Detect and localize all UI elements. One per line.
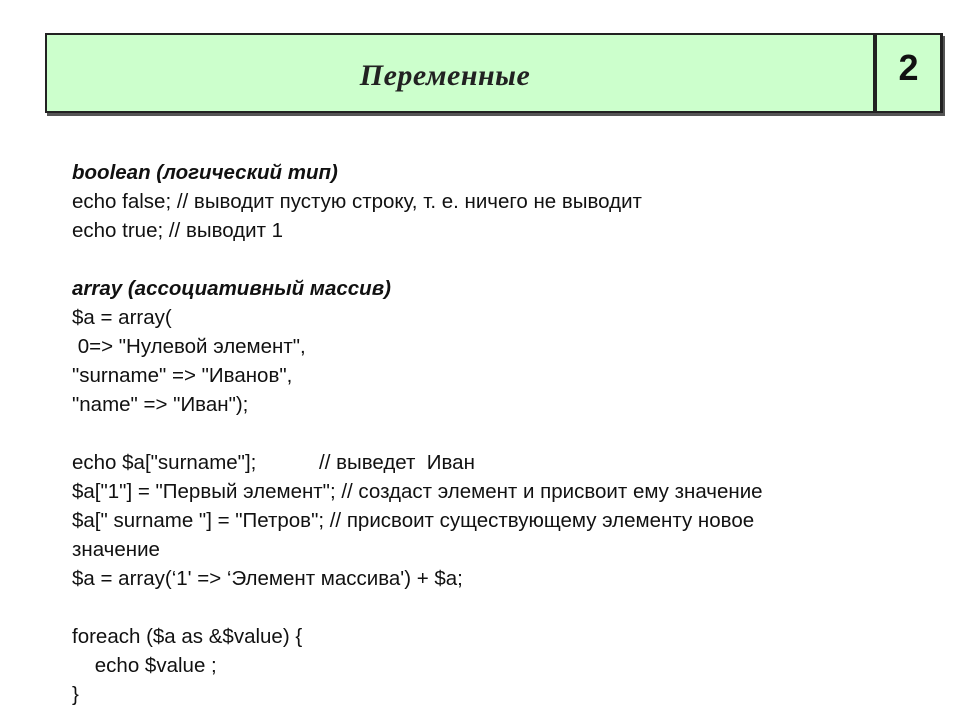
slide-content (72, 158, 932, 709)
content-line: echo $a["surname"]; // выведет Иван (72, 451, 475, 474)
content-line: $a[" surname "] = "Петров"; // присвоит существующему элементу новое (72, 509, 755, 532)
content-line: echo true; // выводит 1 (72, 219, 284, 242)
slide-number: 2 (898, 47, 919, 88)
slide-number-box (875, 33, 943, 113)
content-line: foreach ($a as &$value) { (72, 625, 303, 648)
content-line: echo $value ; (72, 654, 217, 677)
content-line: $a = array(‘1' => ‘Элемент массива') + $a; (72, 567, 463, 590)
content-line: $a = array( (72, 306, 172, 329)
content-line: 0=> "Нулевой элемент", (72, 335, 306, 358)
slide-title: Переменные (359, 59, 531, 92)
slide-header (45, 33, 940, 113)
content-line: "surname" => "Иванов", (72, 364, 293, 387)
content-line: "name" => "Иван"); (72, 393, 249, 416)
content-line: boolean (логический тип) (72, 161, 338, 184)
content-line: значение (72, 538, 160, 561)
content-line (72, 245, 932, 274)
content-line: } (72, 683, 79, 706)
title-box (45, 33, 876, 113)
content-line (72, 419, 932, 448)
content-line (72, 593, 932, 622)
content-line: $a["1"] = "Первый элемент"; // создаст элемент и присвоит ему значение (72, 480, 763, 503)
content-line: echo false; // выводит пустую строку, т. е. ничего не выводит (72, 190, 642, 213)
content-line: array (ассоциативный массив) (72, 277, 391, 300)
